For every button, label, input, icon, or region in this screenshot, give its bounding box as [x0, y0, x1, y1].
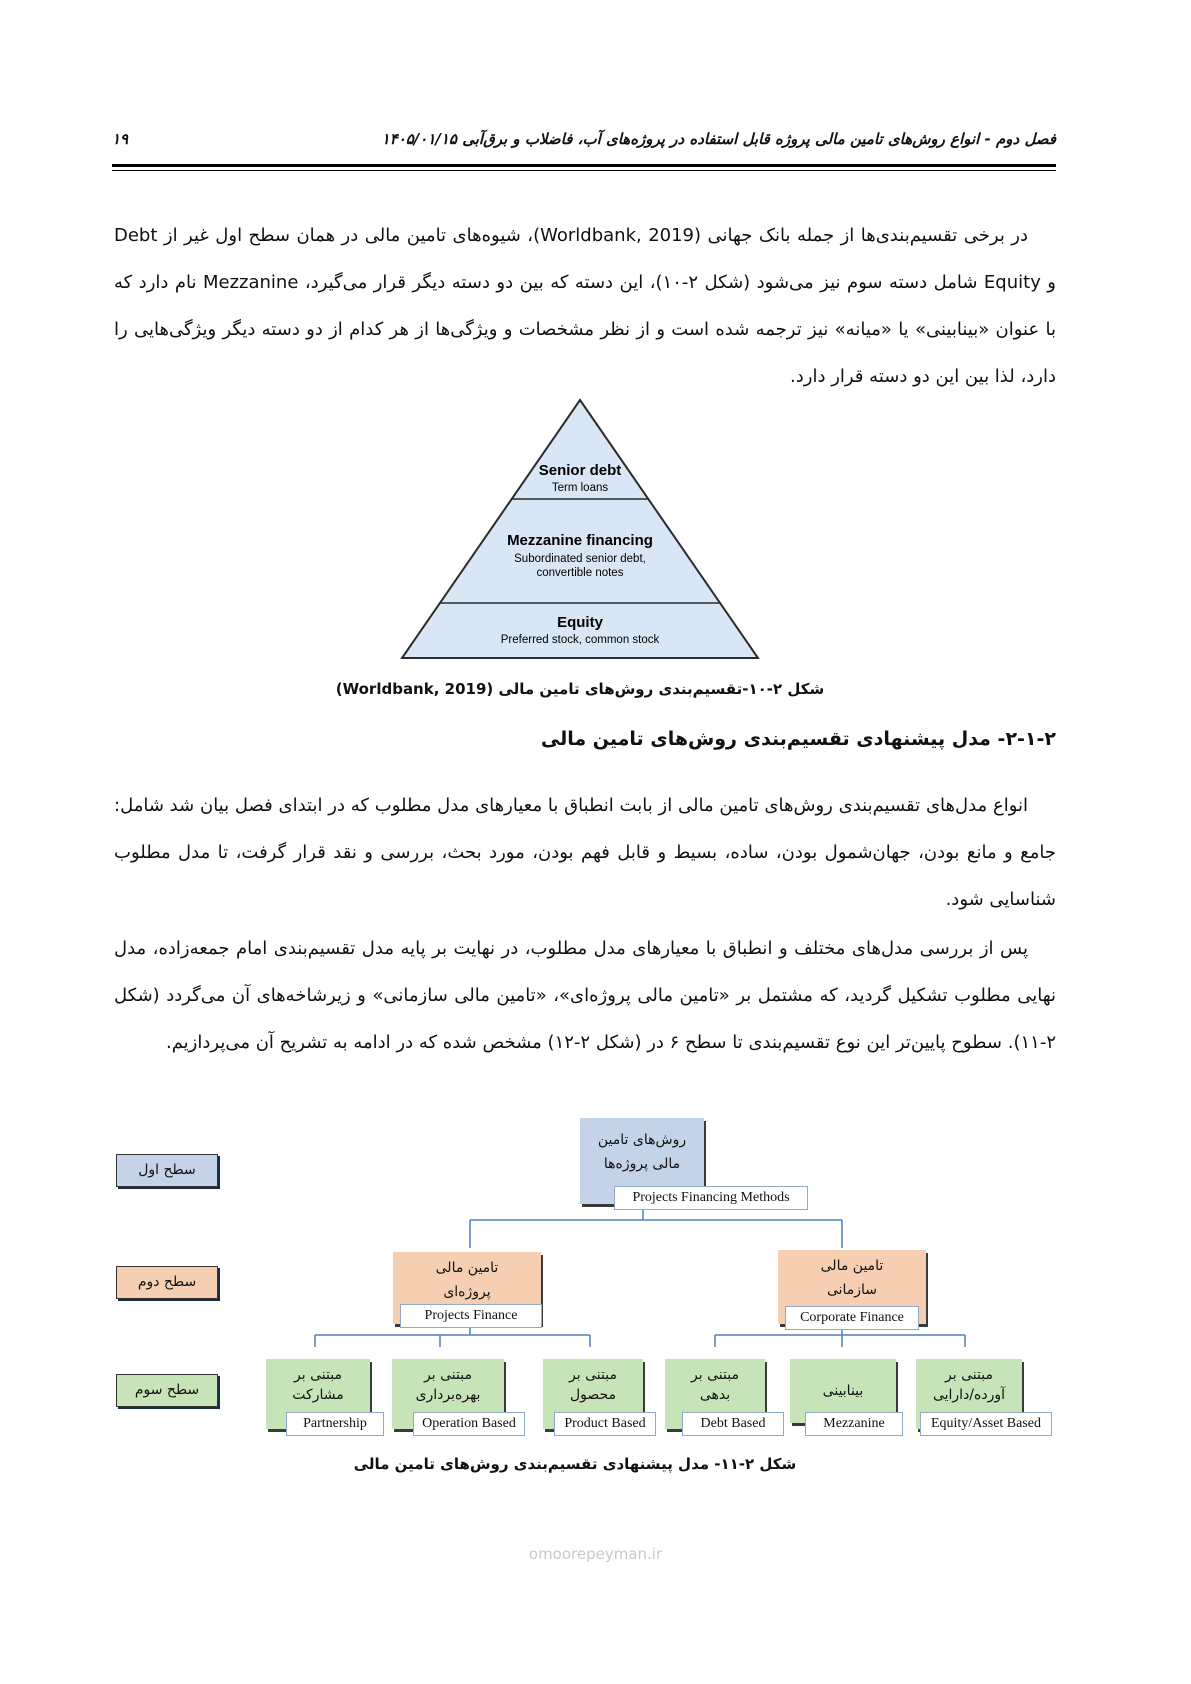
- figure-10-caption: شکل ۲-۱۰-تقسیم‌بندی روش‌های تامین مالی (Worldbank, 2019): [335, 680, 825, 698]
- level-3-label: سطح سوم: [116, 1374, 218, 1407]
- equity-asset-en: Equity/Asset Based: [920, 1412, 1052, 1436]
- operation-based-line-1: مبتنی بر: [424, 1367, 472, 1383]
- debt-based-en: Debt Based: [682, 1412, 784, 1436]
- header-rule-thick: [112, 164, 1056, 167]
- paragraph-1-text: در برخی تقسیم‌بندی‌ها از جمله بانک جهانی (Worldbank, 2019)، شیوه‌های تامین مالی در همان سطح اول غیر از Debt و Equity شامل دسته سوم نیز می‌شود (شکل ۲-۱۰)، این دسته که بین دو دسته دیگر قرار می‌گیرد، Mezzanine نام دارد که با عنوان «بینابینی» یا «میانه» نیز ترجمه شده است و از نظر مشخصات و ویژگی‌ها از هر کدام از دو دسته دیگر ویژگی‌هایی را دارد، لذا بین این دو دسته قرار دارد.: [114, 225, 1056, 387]
- tier-equity-subtitle: Preferred stock, common stock: [500, 634, 660, 646]
- projects-finance-line-2: پروژه‌ای: [443, 1284, 491, 1300]
- tier-equity-title: Equity: [557, 614, 603, 631]
- header-rule-thin: [112, 170, 1056, 171]
- figure-11-caption: شکل ۲-۱۱- مدل پیشنهادی تقسیم‌بندی روش‌های تامین مالی: [353, 1455, 797, 1473]
- projects-finance-line-1: تامین مالی: [435, 1260, 499, 1276]
- mezzanine-line-1: بینابینی: [822, 1383, 864, 1399]
- org-chart-connectors-lower: [0, 1335, 1191, 1355]
- paragraph-3: [114, 925, 1056, 1066]
- level-2-label: سطح دوم: [116, 1266, 218, 1299]
- financing-pyramid: [400, 398, 760, 660]
- operation-based-en: Operation Based: [413, 1412, 525, 1436]
- tier-senior-title: Senior debt: [538, 462, 622, 479]
- paragraph-1: [114, 212, 1056, 400]
- product-based-line-2: محصول: [569, 1387, 617, 1403]
- equity-asset-line-1: مبتنی بر: [945, 1367, 993, 1383]
- paragraph-2: [114, 782, 1056, 923]
- debt-based-line-2: بدهی: [699, 1387, 731, 1403]
- partnership-line-2: مشارکت: [292, 1387, 344, 1403]
- root-node-line-1: روش‌های تامین: [597, 1132, 687, 1148]
- chapter-title: فصل دوم - انواع روش‌های تامین مالی پروژه قابل استفاده در پروژه‌های آب، فاضلاب و برق‌آبی ۱۴۰۵/۰۱/۱۵: [381, 130, 1056, 148]
- watermark: omoorepeyman.ir: [528, 1545, 663, 1563]
- mezzanine-en: Mezzanine: [805, 1412, 903, 1436]
- partnership-line-1: مبتنی بر: [294, 1367, 342, 1383]
- product-based-en: Product Based: [554, 1412, 656, 1436]
- paragraph-2-text: انواع مدل‌های تقسیم‌بندی روش‌های تامین مالی از بابت انطباق با معیارهای مدل مطلوب که در ابتدای فصل بیان شد شامل: جامع و مانع بودن، جهان‌شمول بودن، ساده، بسیط و قابل فهم بودن، مورد بحث، بررسی و نقد قرار گرفت، تا مدل مطلوب شناسایی شود.: [114, 795, 1056, 910]
- projects-finance-en: Projects Finance: [400, 1304, 542, 1328]
- root-node-en: Projects Financing Methods: [614, 1186, 808, 1210]
- tier-senior-subtitle: Term loans: [551, 482, 609, 494]
- tier-mezzanine-subtitle-1: Subordinated senior debt,: [514, 553, 646, 565]
- tier-mezzanine-title: Mezzanine financing: [507, 532, 653, 549]
- page-number: ۱۹: [112, 130, 129, 148]
- corporate-finance-en: Corporate Finance: [785, 1306, 919, 1330]
- debt-based-line-1: مبتنی بر: [691, 1367, 739, 1383]
- partnership-en: Partnership: [286, 1412, 384, 1436]
- paragraph-3-text: پس از بررسی مدل‌های مختلف و انطباق با معیارهای مدل مطلوب، در نهایت بر پایه مدل تقسیم‌بندی امام جمعه‌زاده، مدل نهایی مطلوب تشکیل گردید، که مشتمل بر «تامین مالی پروژه‌ای»، «تامین مالی سازمانی» و زیرشاخه‌های آن می‌گردد (شکل ۲-۱۱). سطوح پایین‌تر این نوع تقسیم‌بندی تا سطح ۶ در (شکل ۲-۱۲) مشخص شده که در ادامه به تشریح آن می‌پردازیم.: [114, 938, 1056, 1053]
- level-1-label: سطح اول: [116, 1154, 218, 1187]
- equity-asset-line-2: آورده/دارایی: [932, 1387, 1006, 1403]
- tier-mezzanine-subtitle-2: convertible notes: [536, 567, 624, 579]
- corporate-finance-line-1: تامین مالی: [820, 1258, 884, 1274]
- product-based-line-1: مبتنی بر: [569, 1367, 617, 1383]
- operation-based-line-2: بهره‌برداری: [415, 1387, 481, 1403]
- root-node-line-2: مالی پروژه‌ها: [603, 1156, 681, 1172]
- section-heading: ۲-۱-۲- مدل پیشنهادی تقسیم‌بندی روش‌های تامین مالی: [540, 728, 1056, 750]
- page-header: [112, 128, 1056, 164]
- corporate-finance-line-2: سازمانی: [826, 1282, 878, 1298]
- org-chart-connectors: [0, 1180, 1191, 1340]
